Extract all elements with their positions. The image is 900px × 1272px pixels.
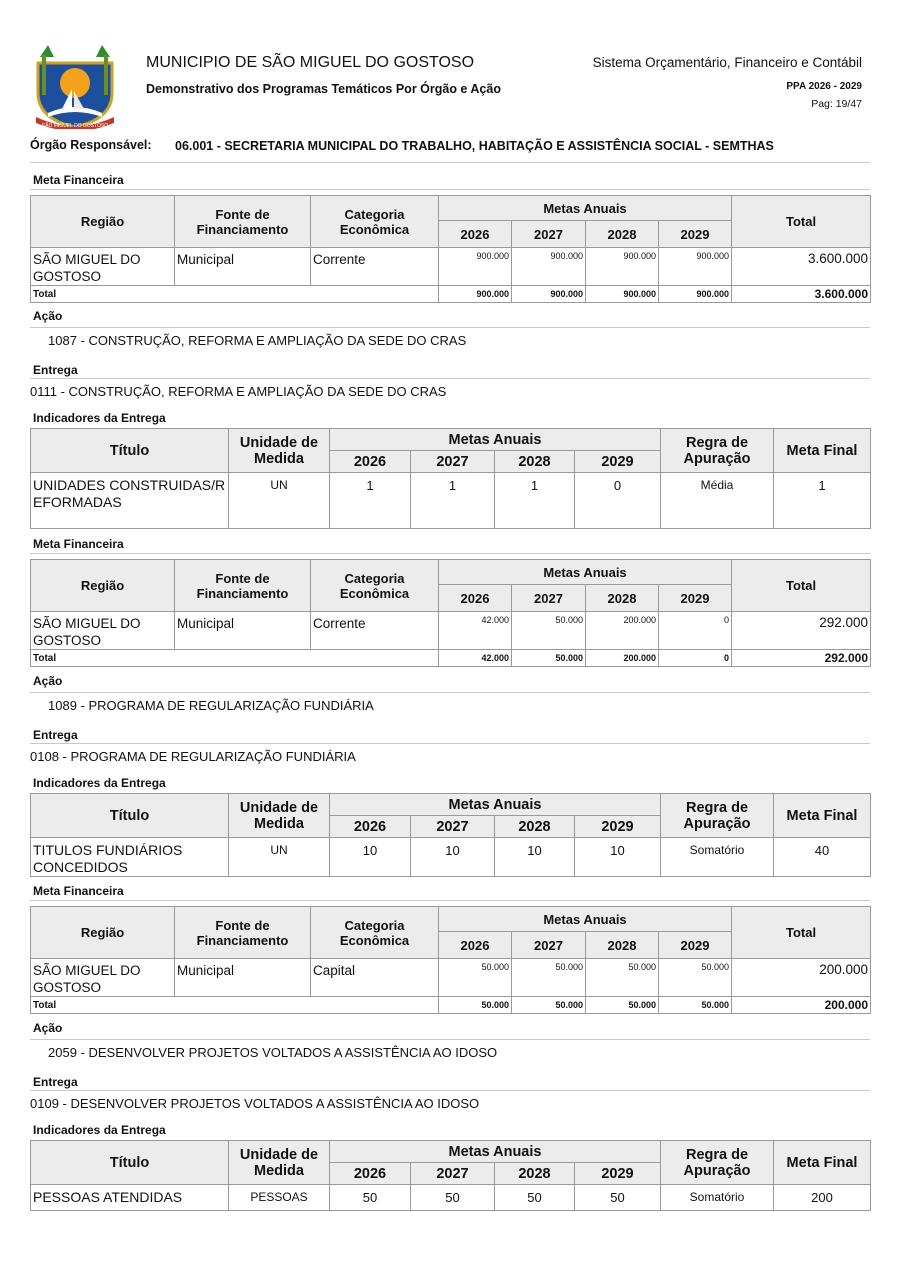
divider	[30, 327, 870, 328]
table-row	[31, 473, 871, 529]
entrega-text: 0111 - CONSTRUÇÃO, REFORMA E AMPLIAÇÃO DA SEDE DO CRAS	[30, 384, 447, 399]
table-header-cell: 2026	[439, 932, 512, 959]
table-cell: 42.000	[439, 650, 512, 667]
page-number: Pag: 19/47	[811, 98, 862, 110]
table-header-cell: 2028	[586, 932, 659, 959]
table-header-cell: 2029	[575, 1163, 661, 1185]
divider	[30, 743, 870, 744]
table-header-cell: Metas Anuais	[439, 560, 732, 585]
indicadores-table	[30, 1140, 871, 1211]
col-fonte: Fonte de Financiamento	[175, 196, 311, 248]
acao-heading: Ação	[33, 309, 63, 323]
table-cell: 50	[575, 1185, 661, 1211]
col-2028: 2028	[586, 221, 659, 248]
table-cell: 10	[495, 838, 575, 877]
table-header-cell: Título	[31, 794, 229, 838]
total-row	[31, 997, 871, 1014]
table-row	[31, 612, 871, 650]
divider	[30, 692, 870, 693]
table-header-cell: 2027	[411, 451, 495, 473]
logo-banner-text: SÃO MIGUEL DO GOSTOSO	[41, 123, 109, 129]
table-cell: 200	[774, 1185, 871, 1211]
table-cell: 50.000	[586, 997, 659, 1014]
table-cell: Total	[31, 997, 439, 1014]
table-header-cell: Total	[732, 907, 871, 959]
divider	[30, 900, 870, 901]
table-cell: 292.000	[732, 612, 871, 650]
col-categoria: Categoria Econômica	[311, 196, 439, 248]
table-cell: PESSOAS ATENDIDAS	[31, 1185, 229, 1211]
indicadores-heading: Indicadores da Entrega	[33, 776, 166, 790]
table-header-cell: Metas Anuais	[439, 907, 732, 932]
table-header-cell: Região	[31, 560, 175, 612]
table-header-cell: 2027	[512, 585, 586, 612]
col-titulo: Título	[31, 429, 229, 473]
entrega-heading: Entrega	[33, 728, 78, 742]
col-2029: 2029	[659, 221, 732, 248]
col-metas-anuais: Metas Anuais	[439, 196, 732, 221]
table-cell: 50.000	[659, 959, 732, 997]
table-cell: 40	[774, 838, 871, 877]
table-header-cell: Região	[31, 907, 175, 959]
meta-financeira-heading: Meta Financeira	[33, 173, 124, 187]
meta-financeira-table	[30, 195, 871, 303]
table-cell: 200.000	[732, 959, 871, 997]
orgao-label: Órgão Responsável:	[30, 138, 152, 152]
table-cell: 900.000	[659, 286, 732, 303]
acao-text: 2059 - DESENVOLVER PROJETOS VOLTADOS A ASSISTÊNCIA AO IDOSO	[48, 1045, 498, 1060]
table-cell: Municipal	[175, 959, 311, 997]
table-header-cell: Meta Final	[774, 794, 871, 838]
table-header-cell: Fonte de Financiamento	[175, 560, 311, 612]
table-cell: 0	[659, 650, 732, 667]
acao-text: 1087 - CONSTRUÇÃO, REFORMA E AMPLIAÇÃO DA SEDE DO CRAS	[48, 333, 467, 348]
acao-text: 1089 - PROGRAMA DE REGULARIZAÇÃO FUNDIÁRIA	[48, 698, 374, 713]
table-header-cell: 2027	[411, 816, 495, 838]
divider	[30, 162, 870, 163]
meta-financeira-table	[30, 559, 871, 667]
table-header-cell: Metas Anuais	[330, 794, 661, 816]
indicadores-heading: Indicadores da Entrega	[33, 1123, 166, 1137]
cell-2028: 900.000	[586, 248, 659, 286]
table-cell: 50.000	[512, 650, 586, 667]
table-cell: TITULOS FUNDIÁRIOS CONCEDIDOS	[31, 838, 229, 877]
table-cell: 900.000	[512, 286, 586, 303]
table-cell: UN	[229, 838, 330, 877]
table-cell: 200.000	[586, 650, 659, 667]
col-total: Total	[732, 196, 871, 248]
table-cell: 1	[495, 473, 575, 529]
table-header-cell: Categoria Econômica	[311, 907, 439, 959]
cell-regra: Média	[661, 473, 774, 529]
table-header-cell: Fonte de Financiamento	[175, 907, 311, 959]
entrega-text: 0108 - PROGRAMA DE REGULARIZAÇÃO FUNDIÁRIA	[30, 749, 356, 764]
table-row	[31, 1185, 871, 1211]
col-2026: 2026	[439, 221, 512, 248]
col-meta-final: Meta Final	[774, 429, 871, 473]
meta-financeira-table	[30, 906, 871, 1014]
table-header-cell: 2026	[439, 585, 512, 612]
cell-2029: 900.000	[659, 248, 732, 286]
system-name: Sistema Orçamentário, Financeiro e Contábil	[592, 55, 862, 70]
table-cell: PESSOAS	[229, 1185, 330, 1211]
cell-2027: 900.000	[512, 248, 586, 286]
table-cell: SÃO MIGUEL DO GOSTOSO	[31, 612, 175, 650]
table-header-cell: Metas Anuais	[330, 1141, 661, 1163]
ppa-period: PPA 2026 - 2029	[786, 81, 862, 92]
entrega-heading: Entrega	[33, 363, 78, 377]
table-row	[31, 838, 871, 877]
entrega-text: 0109 - DESENVOLVER PROJETOS VOLTADOS A ASSISTÊNCIA AO IDOSO	[30, 1096, 480, 1111]
entrega-heading: Entrega	[33, 1075, 78, 1089]
table-cell: 10	[330, 838, 411, 877]
table-cell: 1	[330, 473, 411, 529]
table-cell: 1	[411, 473, 495, 529]
cell-2026: 900.000	[439, 248, 512, 286]
divider	[30, 189, 870, 190]
divider	[30, 1090, 870, 1091]
table-header-cell: 2027	[512, 932, 586, 959]
table-cell: 50	[330, 1185, 411, 1211]
divider	[30, 378, 870, 379]
table-cell: Total	[31, 650, 439, 667]
table-header-cell: Regra de Apuração	[661, 794, 774, 838]
table-header-cell: 2026	[330, 451, 411, 473]
table-cell: 900.000	[586, 286, 659, 303]
cell-regiao: SÃO MIGUEL DO GOSTOSO	[31, 248, 175, 286]
meta-financeira-heading: Meta Financeira	[33, 537, 124, 551]
table-header-cell: Unidade de Medida	[229, 1141, 330, 1185]
table-header-cell: Categoria Econômica	[311, 560, 439, 612]
meta-financeira-heading: Meta Financeira	[33, 884, 124, 898]
cell-titulo: UNIDADES CONSTRUIDAS/REFORMADAS	[31, 473, 229, 529]
table-cell: 0	[575, 473, 661, 529]
table-cell: 50.000	[439, 959, 512, 997]
table-cell: 10	[575, 838, 661, 877]
report-title: Demonstrativo dos Programas Temáticos Por Órgão e Ação	[146, 82, 501, 96]
table-header-cell: 2026	[330, 816, 411, 838]
col-regra: Regra de Apuração	[661, 429, 774, 473]
table-cell: 50	[495, 1185, 575, 1211]
table-header-cell: Título	[31, 1141, 229, 1185]
table-cell: 0	[659, 612, 732, 650]
table-cell: Municipal	[175, 612, 311, 650]
acao-heading: Ação	[33, 674, 63, 688]
table-cell: 50.000	[586, 959, 659, 997]
table-cell: 50.000	[512, 997, 586, 1014]
table-cell: Corrente	[311, 612, 439, 650]
orgao-value: 06.001 - SECRETARIA MUNICIPAL DO TRABALHO, HABITAÇÃO E ASSISTÊNCIA SOCIAL - SEMTHAS	[175, 139, 774, 153]
table-header-cell: 2028	[495, 816, 575, 838]
table-header-cell: Unidade de Medida	[229, 794, 330, 838]
table-cell: 50.000	[512, 959, 586, 997]
table-cell: SÃO MIGUEL DO GOSTOSO	[31, 959, 175, 997]
total-row	[31, 286, 871, 303]
table-cell: 42.000	[439, 612, 512, 650]
table-cell: 10	[411, 838, 495, 877]
table-cell: Somatório	[661, 838, 774, 877]
table-row	[31, 959, 871, 997]
cell-categoria: Corrente	[311, 248, 439, 286]
table-cell: 292.000	[732, 650, 871, 667]
table-cell: 900.000	[439, 286, 512, 303]
cell-meta-final: 1	[774, 473, 871, 529]
table-header-cell: 2029	[659, 585, 732, 612]
divider	[30, 553, 870, 554]
col-metas-anuais: Metas Anuais	[330, 429, 661, 451]
table-header-cell: Regra de Apuração	[661, 1141, 774, 1185]
table-cell: 50.000	[439, 997, 512, 1014]
indicadores-table	[30, 793, 871, 877]
col-regiao: Região	[31, 196, 175, 248]
table-cell: 50	[411, 1185, 495, 1211]
cell-fonte: Municipal	[175, 248, 311, 286]
table-header-cell: 2029	[659, 932, 732, 959]
table-cell: 200.000	[586, 612, 659, 650]
indicadores-heading: Indicadores da Entrega	[33, 411, 166, 425]
table-cell: 200.000	[732, 997, 871, 1014]
municipal-coat-of-arms-logo	[28, 43, 122, 129]
table-cell: 3.600.000	[732, 286, 871, 303]
cell-total: 3.600.000	[732, 248, 871, 286]
table-cell: Somatório	[661, 1185, 774, 1211]
table-cell: Capital	[311, 959, 439, 997]
table-header-cell: 2028	[586, 585, 659, 612]
table-cell: 50.000	[512, 612, 586, 650]
table-row	[31, 248, 871, 286]
cell-unidade: UN	[229, 473, 330, 529]
table-header-cell: 2029	[575, 816, 661, 838]
table-header-cell: Meta Final	[774, 1141, 871, 1185]
municipality-name: MUNICIPIO DE SÃO MIGUEL DO GOSTOSO	[146, 54, 475, 71]
table-header-cell: 2028	[495, 451, 575, 473]
table-header-cell: 2026	[330, 1163, 411, 1185]
table-header-cell: 2028	[495, 1163, 575, 1185]
col-2027: 2027	[512, 221, 586, 248]
table-header-cell: 2029	[575, 451, 661, 473]
total-label: Total	[31, 286, 439, 303]
table-header-cell: Total	[732, 560, 871, 612]
divider	[30, 1039, 870, 1040]
col-unidade: Unidade de Medida	[229, 429, 330, 473]
acao-heading: Ação	[33, 1021, 63, 1035]
indicadores-table	[30, 428, 871, 529]
table-header-cell: 2027	[411, 1163, 495, 1185]
total-row	[31, 650, 871, 667]
table-cell: 50.000	[659, 997, 732, 1014]
